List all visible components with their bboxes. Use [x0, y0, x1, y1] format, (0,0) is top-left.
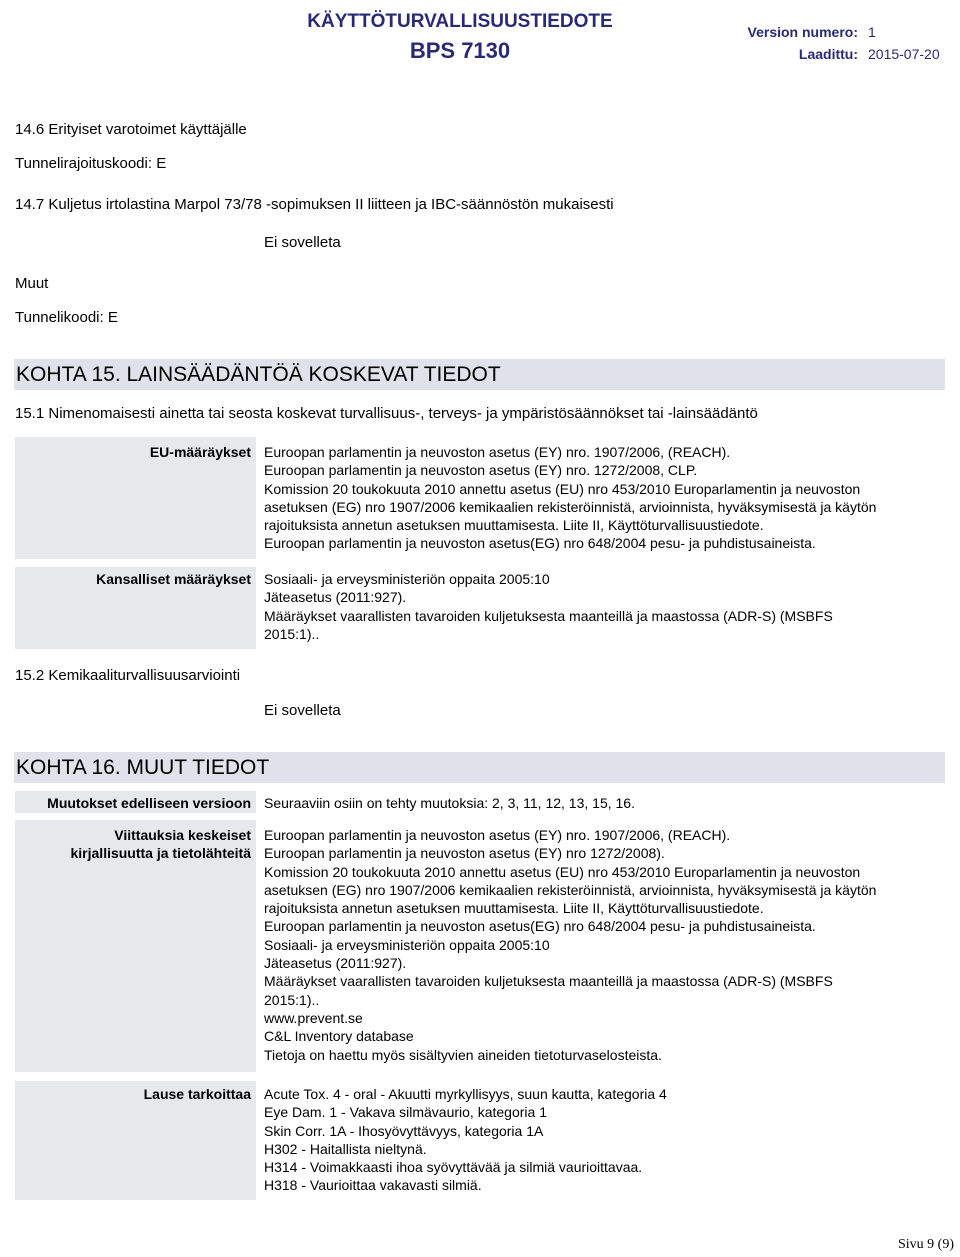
reference-line: Määräykset vaarallisten tavaroiden kuljetuksesta maanteillä ja maastossa (ADR-S) (MSBFS: [264, 973, 833, 990]
heading-14-7: 14.7 Kuljetus irtolastina Marpol 73/78 -sopimuksen II liitteen ja IBC-säännöstön mukaisesti: [15, 196, 614, 213]
reference-line: asetuksen (EG) nro 1907/2006 kemikaalien rekisteröinnistä, arvioinnista, hyväksymisestä ja käytön: [264, 881, 877, 898]
reference-line: rajoituksista annetun asetuksen muuttamisesta. Liite II, Käyttöturvallisuustiedote.: [264, 900, 764, 917]
tunnel-restriction-code: Tunnelirajoituskoodi: E: [15, 155, 167, 172]
section-15-bar: [14, 359, 945, 390]
references-list: [264, 826, 876, 1064]
date-value: 2015-07-20: [868, 46, 940, 62]
references-label-line-1: Viittauksia keskeiset: [114, 827, 251, 843]
version-label: Version numero:: [747, 24, 858, 40]
reference-line: 2015:1)..: [264, 991, 320, 1008]
eu-regulation-line: Euroopan parlamentin ja neuvoston asetus (EY) nro. 1907/2006, (REACH).: [264, 444, 731, 460]
reference-line: Komission 20 toukokuuta 2010 annettu asetus (EU) nro 453/2010 Europarlamentin ja neuvoston: [264, 863, 861, 880]
not-applicable-15-2: Ei sovelleta: [264, 702, 341, 719]
changes-value: Seuraaviin osiin on tehty muutoksia: 2, 3, 11, 12, 13, 15, 16.: [264, 795, 635, 811]
not-applicable-14-7: Ei sovelleta: [264, 234, 341, 251]
national-regulations-list: [264, 570, 833, 643]
national-regulation-line: Sosiaali- ja erveysministeriön oppaita 2005:10: [264, 571, 550, 587]
eu-regulations-list: [264, 443, 876, 553]
reference-line: Sosiaali- ja erveysministeriön oppaita 2005:10: [264, 936, 550, 953]
heading-15-1: 15.1 Nimenomaisesti ainetta tai seosta koskevat turvallisuus-, terveys- ja ympäristösäännökset tai -lainsäädäntö: [15, 405, 758, 422]
page-number: Sivu 9 (9): [898, 1237, 954, 1252]
national-regulation-line: Jäteasetus (2011:927).: [264, 589, 407, 606]
reference-line: Euroopan parlamentin ja neuvoston asetus (EY) nro 1272/2008).: [264, 845, 665, 862]
phrase-line: H314 - Voimakkaasti ihoa syövyttävää ja silmiä vaurioittavaa.: [264, 1159, 643, 1176]
reference-line: Jäteasetus (2011:927).: [264, 955, 407, 972]
phrase-line: Eye Dam. 1 - Vakava silmävaurio, kategoria 1: [264, 1104, 547, 1121]
section-15-heading: KOHTA 15. LAINSÄÄDÄNTÖÄ KOSKEVAT TIEDOT: [16, 363, 501, 386]
other-heading: Muut: [15, 275, 49, 292]
eu-regulation-line: rajoituksista annetun asetuksen muuttamisesta. Liite II, Käyttöturvallisuustiedote.: [264, 517, 764, 534]
eu-regulations-label: EU-määräykset: [149, 444, 251, 460]
eu-regulation-line: asetuksen (EG) nro 1907/2006 kemikaalien rekisteröinnistä, arvioinnista, hyväksymisestä ja käytön: [264, 498, 877, 515]
reference-line: Euroopan parlamentin ja neuvoston asetus (EY) nro. 1907/2006, (REACH).: [264, 827, 731, 843]
national-regulation-line: 2015:1)..: [264, 625, 320, 642]
phrases-label: Lause tarkoittaa: [143, 1086, 251, 1102]
section-16-heading: KOHTA 16. MUUT TIEDOT: [16, 756, 270, 779]
reference-line: www.prevent.se: [264, 1009, 363, 1026]
reference-line: Euroopan parlamentin ja neuvoston asetus(EG) nro 648/2004 pesu- ja puhdistusaineista.: [264, 918, 816, 935]
tunnel-code: Tunnelikoodi: E: [15, 309, 118, 326]
product-code: BPS 7130: [409, 38, 511, 63]
heading-15-2: 15.2 Kemikaaliturvallisuusarviointi: [15, 667, 241, 684]
national-regulation-line: Määräykset vaarallisten tavaroiden kuljetuksesta maanteillä ja maastossa (ADR-S) (MSBFS: [264, 607, 833, 624]
changes-value-block: [264, 794, 635, 812]
changes-label: Muutokset edelliseen versioon: [47, 795, 251, 811]
phrase-line: H302 - Haitallista nieltynä.: [264, 1140, 427, 1157]
phrase-line: H318 - Vaurioittaa vakavasti silmiä.: [264, 1177, 482, 1194]
eu-regulation-line: Euroopan parlamentin ja neuvoston asetus (EY) nro. 1272/2008, CLP.: [264, 462, 698, 479]
phrases-list: [264, 1085, 667, 1195]
reference-line: C&L Inventory database: [264, 1028, 414, 1045]
version-value: 1: [868, 24, 876, 40]
phrase-line: Acute Tox. 4 - oral - Akuutti myrkyllisyys, suun kautta, kategoria 4: [264, 1086, 667, 1102]
reference-line: Tietoja on haettu myös sisältyvien aineiden tietoturvaselosteista.: [264, 1046, 662, 1063]
phrase-line: Skin Corr. 1A - Ihosyövyttävyys, kategoria 1A: [264, 1122, 544, 1139]
eu-regulation-line: Komission 20 toukokuuta 2010 annettu asetus (EU) nro 453/2010 Europarlamentin ja neuvoston: [264, 480, 861, 497]
references-label-line-2: kirjallisuutta ja tietolähteitä: [70, 845, 251, 861]
date-label: Laadittu:: [798, 46, 858, 62]
national-regulations-label: Kansalliset määräykset: [96, 571, 251, 587]
heading-14-6: 14.6 Erityiset varotoimet käyttäjälle: [15, 121, 247, 138]
document-title: KÄYTTÖTURVALLISUUSTIEDOTE: [307, 11, 613, 32]
section-16-bar: [14, 752, 945, 783]
eu-regulation-line: Euroopan parlamentin ja neuvoston asetus(EG) nro 648/2004 pesu- ja puhdistusaineista.: [264, 535, 816, 552]
